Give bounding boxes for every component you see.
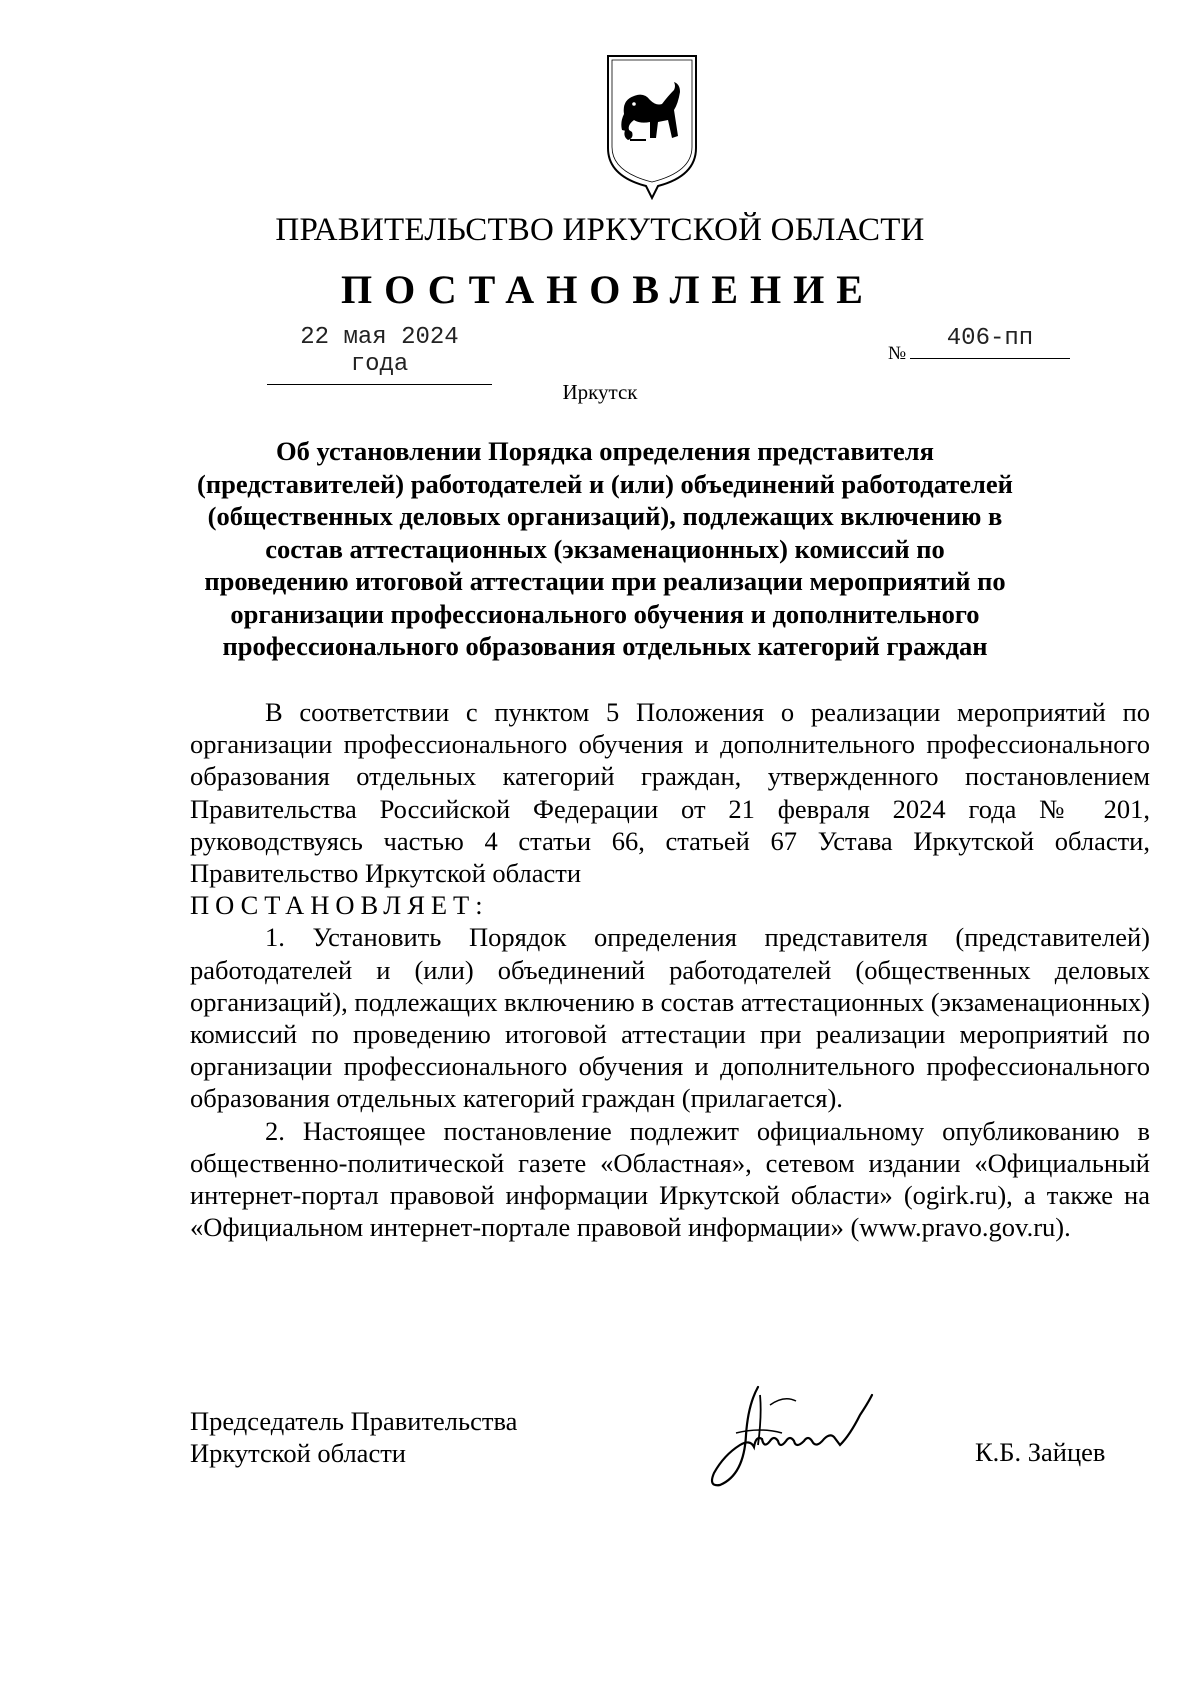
- item-paragraph-1: 1. Установить Порядок определения представителя (представителей) работодателей и (или) объединений работодателей (общественных деловых организаций), подлежащих включению в состав аттестационных (экзаменационных) комиссий по проведению итоговой аттестации при реализации мероприятий по организации профессионального обучения и дополнительного профессионального образования отдельных категорий граждан (прилагается).: [190, 922, 1150, 1114]
- document-date: 22 мая 2024 года: [267, 324, 492, 385]
- city: Иркутск: [562, 380, 638, 404]
- signatory-position: [190, 1405, 517, 1469]
- signatory-position-line2: Иркутской области: [190, 1438, 406, 1468]
- document-body: [190, 696, 1150, 1243]
- document-number: 406-пп: [910, 325, 1070, 359]
- signatory-position-line1: Председатель Правительства: [190, 1406, 518, 1436]
- preamble-paragraph: В соответствии с пунктом 5 Положения о реализации мероприятий по организации профессионального обучения и дополнительного профессионального образования отдельных категорий граждан, утвержденного постановлением Правительства Российской Федерации от 21 февраля 2024 года № 201, руководствуясь частью 4 статьи 66, статьей 67 Устава Иркутской области, Правительство Иркутской области: [190, 697, 1150, 889]
- document-title: Об установлении Порядка определения представителя (представителей) работодателей и (или) объединений работодателей (общественных деловых организаций), подлежащих включению в состав аттестационных (экзаменационных) комиссий по проведению итоговой аттестации при реализации мероприятий по организации профессионального обучения и дополнительного профессионального образования отдельных категорий граждан: [197, 436, 1013, 661]
- document-type: ПОСТАНОВЛЕНИЕ: [341, 267, 875, 312]
- number-label: №: [888, 343, 907, 364]
- coat-of-arms-emblem: [604, 52, 700, 200]
- signatory-name: К.Б. Зайцев: [975, 1437, 1106, 1467]
- item-paragraph-2: 2. Настоящее постановление подлежит официальному опубликованию в общественно-политической газете «Областная», сетевом издании «Официальный интернет-портал правовой информации Иркутской области» (ogirk.ru), а также на «Официальном интернет-портале правовой информации» (www.pravo.gov.ru).: [190, 1115, 1150, 1243]
- decree-word: ПОСТАНОВЛЯЕТ:: [190, 890, 489, 921]
- handwritten-signature: [700, 1375, 950, 1505]
- government-name: ПРАВИТЕЛЬСТВО ИРКУТСКОЙ ОБЛАСТИ: [275, 212, 925, 248]
